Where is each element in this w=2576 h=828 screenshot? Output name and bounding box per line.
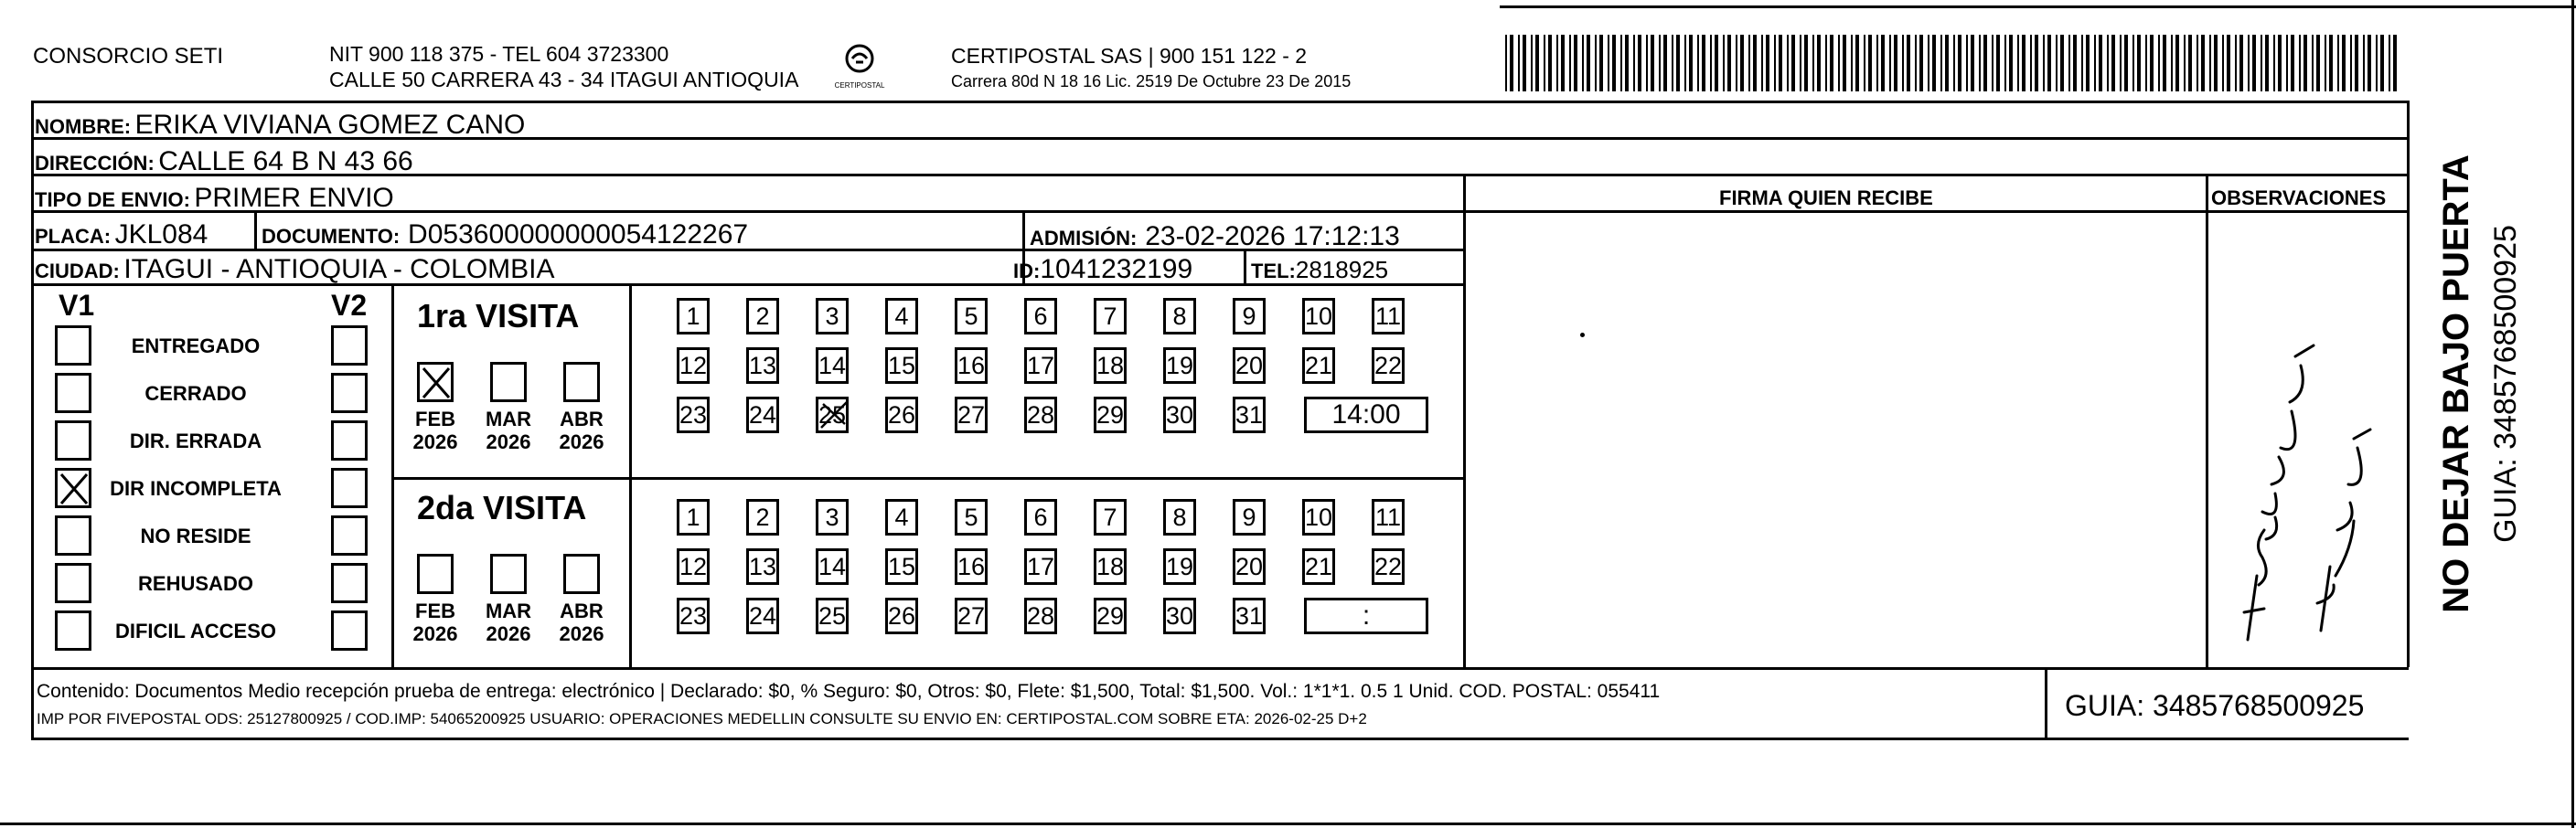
guia-box-left xyxy=(2045,667,2047,738)
documento-field xyxy=(262,221,748,249)
visit2-day-box[interactable]: 11 xyxy=(1372,499,1405,536)
footer-guia: GUIA: 3485768500925 xyxy=(2065,689,2365,722)
visit2-month-label: FEB 2026 xyxy=(412,600,458,646)
visit2-day-box[interactable]: 25 xyxy=(816,598,849,634)
top-rule xyxy=(1500,5,2576,8)
company-name: CONSORCIO SETI xyxy=(33,44,224,69)
id-label-text: ID: xyxy=(1013,260,1041,282)
visit2-month-label: ABR 2026 xyxy=(559,600,604,646)
visit2-month-checkbox[interactable] xyxy=(417,554,454,594)
form-left-rule xyxy=(31,101,34,740)
visit2-month-checkbox[interactable] xyxy=(490,554,527,594)
admision-value: 23-02-2026 17:12:13 xyxy=(1145,221,1400,251)
carrier-address: Carrera 80d N 18 16 Lic. 2519 De Octubre 23 De 2015 xyxy=(951,72,1352,90)
day-strike-icon xyxy=(816,397,852,433)
visit2-time-box[interactable]: : xyxy=(1304,598,1428,634)
visit2-day-box[interactable]: 18 xyxy=(1094,548,1127,585)
visit1-day-box[interactable]: 6 xyxy=(1024,298,1057,334)
visit2-day-box[interactable]: 27 xyxy=(955,598,988,634)
visit1-month-checkbox[interactable] xyxy=(490,362,527,402)
visit1-day-box[interactable]: 13 xyxy=(746,347,779,384)
barcode-image xyxy=(1505,35,2410,91)
visit1-day-box[interactable]: 4 xyxy=(885,298,918,334)
visit2-day-box[interactable]: 29 xyxy=(1094,598,1127,634)
status-reason-label: DIR INCOMPLETA xyxy=(110,477,282,500)
v2-checkbox[interactable] xyxy=(331,325,368,366)
visit1-day-box[interactable]: 18 xyxy=(1094,347,1127,384)
visit2-month-checkbox[interactable] xyxy=(563,554,600,594)
certipostal-logo-icon xyxy=(834,40,885,95)
v2-checkbox[interactable] xyxy=(331,420,368,461)
obs-left-rule xyxy=(2206,174,2208,667)
id-value: 1041232199 xyxy=(1040,254,1193,284)
form-bottom-rule xyxy=(31,738,2409,740)
documento-label-text: DOCUMENTO: xyxy=(262,225,401,248)
visit1-day-box[interactable]: 20 xyxy=(1233,347,1266,384)
certipostal-logo xyxy=(834,40,885,95)
placa-divider xyxy=(254,210,257,249)
visit2-day-box[interactable]: 13 xyxy=(746,548,779,585)
visit1-day-box[interactable]: 24 xyxy=(746,397,779,433)
form-top-rule xyxy=(31,101,2409,103)
carrier-line: CERTIPOSTAL SAS | 900 151 122 - 2 xyxy=(951,44,1308,68)
visit1-day-box[interactable]: 25 xyxy=(816,397,849,433)
visit1-day-box[interactable]: 8 xyxy=(1163,298,1196,334)
visit1-day-box[interactable]: 5 xyxy=(955,298,988,334)
visit2-day-box[interactable]: 4 xyxy=(885,499,918,536)
tel-value: 2818925 xyxy=(1295,256,1389,283)
visit2-day-box[interactable]: 16 xyxy=(955,548,988,585)
firma-header-rule xyxy=(1463,210,2409,213)
no-dejar-bajo-puerta: NO DEJAR BAJO PUERTA xyxy=(2436,154,2476,613)
visit1-day-box[interactable]: 14 xyxy=(816,347,849,384)
visit2-month-label: MAR 2026 xyxy=(485,600,532,646)
page-right-rule xyxy=(2571,0,2574,828)
visit1-title: 1ra VISITA xyxy=(417,297,580,334)
status-reason-label: REHUSADO xyxy=(138,572,253,595)
direccion-label xyxy=(35,148,413,175)
visit2-day-box[interactable]: 24 xyxy=(746,598,779,634)
tipo-label xyxy=(35,185,394,212)
visit1-day-box[interactable]: 7 xyxy=(1094,298,1127,334)
placa-field xyxy=(35,221,208,249)
visit1-day-box[interactable]: 17 xyxy=(1024,347,1057,384)
visit2-day-box[interactable]: 8 xyxy=(1163,499,1196,536)
observation-handwriting xyxy=(2211,302,2394,649)
v2-label: V2 xyxy=(331,289,368,322)
visit1-day-box[interactable]: 1 xyxy=(677,298,710,334)
visit2-day-box[interactable]: 19 xyxy=(1163,548,1196,585)
placa-label-text: PLACA: xyxy=(35,225,112,248)
status-divider xyxy=(391,283,394,667)
visit2-day-box[interactable]: 22 xyxy=(1372,548,1405,585)
visit2-day-box[interactable]: 23 xyxy=(677,598,710,634)
firma-left-rule xyxy=(1463,174,1466,667)
firma-header: FIRMA QUIEN RECIBE xyxy=(1719,186,1933,209)
visit2-day-box[interactable]: 28 xyxy=(1024,598,1057,634)
tel-divider xyxy=(1244,249,1246,283)
v2-checkbox[interactable] xyxy=(331,515,368,556)
visit2-day-box[interactable]: 15 xyxy=(885,548,918,585)
visit1-day-box[interactable]: 28 xyxy=(1024,397,1057,433)
obs-right-rule xyxy=(2407,101,2410,667)
visit-divider xyxy=(629,283,632,667)
observaciones-header: OBSERVACIONES xyxy=(2211,186,2387,209)
ciudad-value: ITAGUI - ANTIOQUIA - COLOMBIA xyxy=(123,254,555,284)
barcode xyxy=(1505,35,2410,91)
status-reason-label: ENTREGADO xyxy=(131,334,261,357)
visit1-month-label: ABR 2026 xyxy=(559,408,604,454)
status-reason-label: DIFICIL ACCESO xyxy=(114,620,276,642)
svg-text:CERTIPOSTAL: CERTIPOSTAL xyxy=(834,81,885,90)
nombre-value: ERIKA VIVIANA GOMEZ CANO xyxy=(134,110,526,140)
visit1-month-label: MAR 2026 xyxy=(485,408,532,454)
nombre-label xyxy=(35,111,525,139)
status-reason-label: DIR. ERRADA xyxy=(129,430,262,452)
visit1-day-box[interactable]: 23 xyxy=(677,397,710,433)
visit1-day-box[interactable]: 10 xyxy=(1302,298,1335,334)
ciudad-label-text: CIUDAD: xyxy=(35,260,120,282)
visit2-day-box[interactable]: 17 xyxy=(1024,548,1057,585)
visit2-day-box[interactable]: 21 xyxy=(1302,548,1335,585)
visit2-day-box[interactable]: 3 xyxy=(816,499,849,536)
visit2-day-box[interactable]: 2 xyxy=(746,499,779,536)
visit1-day-box[interactable]: 31 xyxy=(1233,397,1266,433)
visit2-day-box[interactable]: 20 xyxy=(1233,548,1266,585)
visit2-day-box[interactable]: 9 xyxy=(1233,499,1266,536)
company-address: CALLE 50 CARRERA 43 - 34 ITAGUI ANTIOQUIA xyxy=(329,68,799,91)
visit2-day-box[interactable]: 1 xyxy=(677,499,710,536)
nit-line: NIT 900 118 375 - TEL 604 3723300 xyxy=(329,42,669,66)
visit1-day-box[interactable]: 22 xyxy=(1372,347,1405,384)
visit2-day-box[interactable]: 10 xyxy=(1302,499,1335,536)
stray-dot xyxy=(1580,333,1585,337)
visit1-day-box[interactable]: 15 xyxy=(885,347,918,384)
tipo-label-text: TIPO DE ENVIO: xyxy=(35,188,190,211)
visit1-day-box[interactable]: 30 xyxy=(1163,397,1196,433)
visit1-day-box[interactable]: 26 xyxy=(885,397,918,433)
v2-checkbox[interactable] xyxy=(331,468,368,508)
visit1-day-box[interactable]: 12 xyxy=(677,347,710,384)
nombre-label-text: NOMBRE: xyxy=(35,115,132,138)
status-reason-label: CERRADO xyxy=(144,382,247,405)
visit1-day-box[interactable]: 19 xyxy=(1163,347,1196,384)
direccion-label-text: DIRECCIÓN: xyxy=(35,152,155,175)
visit2-day-box[interactable]: 26 xyxy=(885,598,918,634)
visit1-day-box[interactable]: 2 xyxy=(746,298,779,334)
documento-value: D053600000000054122267 xyxy=(408,219,749,249)
imp-line: IMP POR FIVEPOSTAL ODS: 25127800925 / COD.IMP: 54065200925 USUARIO: OPERACIONES MEDELLIN CONSULTE SU ENVIO EN: CERTIPOSTAL.COM SOBRE ETA: 2026-02-25 D+2 xyxy=(37,710,1367,727)
tipo-value: PRIMER ENVIO xyxy=(194,183,394,213)
admision-field xyxy=(1030,223,1400,250)
visit1-day-box[interactable]: 3 xyxy=(816,298,849,334)
ciudad-field xyxy=(35,256,555,283)
side-guia: GUIA: 3485768500925 xyxy=(2488,225,2523,543)
v2-checkbox[interactable] xyxy=(331,373,368,413)
visit1-day-box[interactable]: 9 xyxy=(1233,298,1266,334)
id-field xyxy=(1013,256,1192,283)
direccion-value: CALLE 64 B N 43 66 xyxy=(158,146,413,176)
visit1-month-checkbox[interactable] xyxy=(563,362,600,402)
visit2-day-box[interactable]: 31 xyxy=(1233,598,1266,634)
visit2-day-box[interactable]: 12 xyxy=(677,548,710,585)
admision-label-text: ADMISIÓN: xyxy=(1030,227,1138,249)
visit1-day-box[interactable]: 27 xyxy=(955,397,988,433)
visit2-day-box[interactable]: 30 xyxy=(1163,598,1196,634)
x-mark-icon xyxy=(420,365,456,405)
visit1-day-box[interactable]: 16 xyxy=(955,347,988,384)
visit2-title: 2da VISITA xyxy=(417,489,587,526)
footer-top-rule xyxy=(31,667,2409,670)
visit1-time-box[interactable]: 14:00 xyxy=(1304,397,1428,433)
placa-value: JKL084 xyxy=(114,219,208,249)
visit1-month-checkbox[interactable] xyxy=(417,362,454,402)
contenido-line: Contenido: Documentos Medio recepción prueba de entrega: electrónico | Declarado: $0, % Seguro: $0, Otros: $0, Flete: $1,500, Total: $1,500. Vol.: 1*1*1. 0.5 1 Unid. COD. POSTAL: 055411 xyxy=(37,681,1661,702)
visit1-day-box[interactable]: 21 xyxy=(1302,347,1335,384)
visit1-day-box[interactable]: 29 xyxy=(1094,397,1127,433)
tel-label-text: TEL: xyxy=(1251,260,1296,282)
visit2-day-box[interactable]: 6 xyxy=(1024,499,1057,536)
status-reason-label: NO RESIDE xyxy=(140,525,251,547)
visit-split-rule xyxy=(391,477,1463,480)
v2-checkbox[interactable] xyxy=(331,563,368,603)
tel-field xyxy=(1251,258,1388,281)
v1-label: V1 xyxy=(59,289,95,322)
visit1-month-label: FEB 2026 xyxy=(412,408,458,454)
visit1-day-box[interactable]: 11 xyxy=(1372,298,1405,334)
v2-checkbox[interactable] xyxy=(331,610,368,651)
visit2-day-box[interactable]: 7 xyxy=(1094,499,1127,536)
visit2-day-box[interactable]: 5 xyxy=(955,499,988,536)
visit2-day-box[interactable]: 14 xyxy=(816,548,849,585)
page-bottom-rule xyxy=(0,823,2576,825)
